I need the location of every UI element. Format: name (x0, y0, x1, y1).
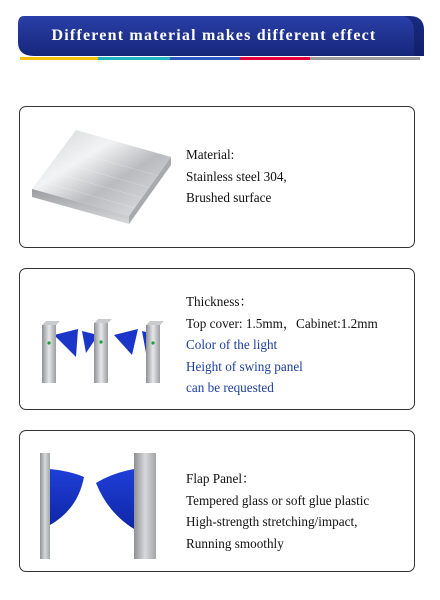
material-line-2: Stainless steel 304, (186, 168, 287, 184)
thickness-card (19, 268, 415, 410)
flap-panel-line-3: High-strength stretching/impact, (186, 514, 358, 529)
flap-panel-line-2: Tempered glass or soft glue plastic (186, 492, 370, 508)
flap-panel-line-4: Running smoothly (186, 535, 284, 551)
material-line-3: Brushed surface (186, 190, 272, 205)
material-card (19, 106, 415, 248)
brushed-steel-plate-image (26, 111, 176, 243)
thickness-highlight-3: can be requested (186, 380, 274, 395)
thickness-line-2: Top cover: 1.5mm，Cabinet:1.2mm (186, 315, 378, 331)
thickness-highlight-1: Color of the light (186, 337, 278, 352)
flap-panel-line-1: Flap Panel： (186, 471, 256, 486)
material-text (186, 144, 287, 209)
thickness-line-1: Thickness： (186, 294, 253, 309)
flap-panel-text (186, 468, 369, 554)
thickness-text (186, 291, 378, 399)
header-banner (16, 16, 426, 56)
banner-stripe-teal (98, 57, 170, 60)
flap-barrier-turnstile-image (26, 273, 176, 405)
banner-stripe-gray (310, 57, 420, 60)
banner-stripe-yellow (20, 57, 98, 60)
material-line-1: Material: (186, 147, 235, 162)
banner-stripe-red (240, 57, 310, 60)
banner-stripe-blue (170, 57, 240, 60)
flap-panel-card (19, 430, 415, 572)
banner-title: Different material makes different effect (51, 27, 377, 44)
thickness-highlight-2: Height of swing panel (186, 358, 303, 374)
blue-flap-panels-image (26, 435, 176, 567)
